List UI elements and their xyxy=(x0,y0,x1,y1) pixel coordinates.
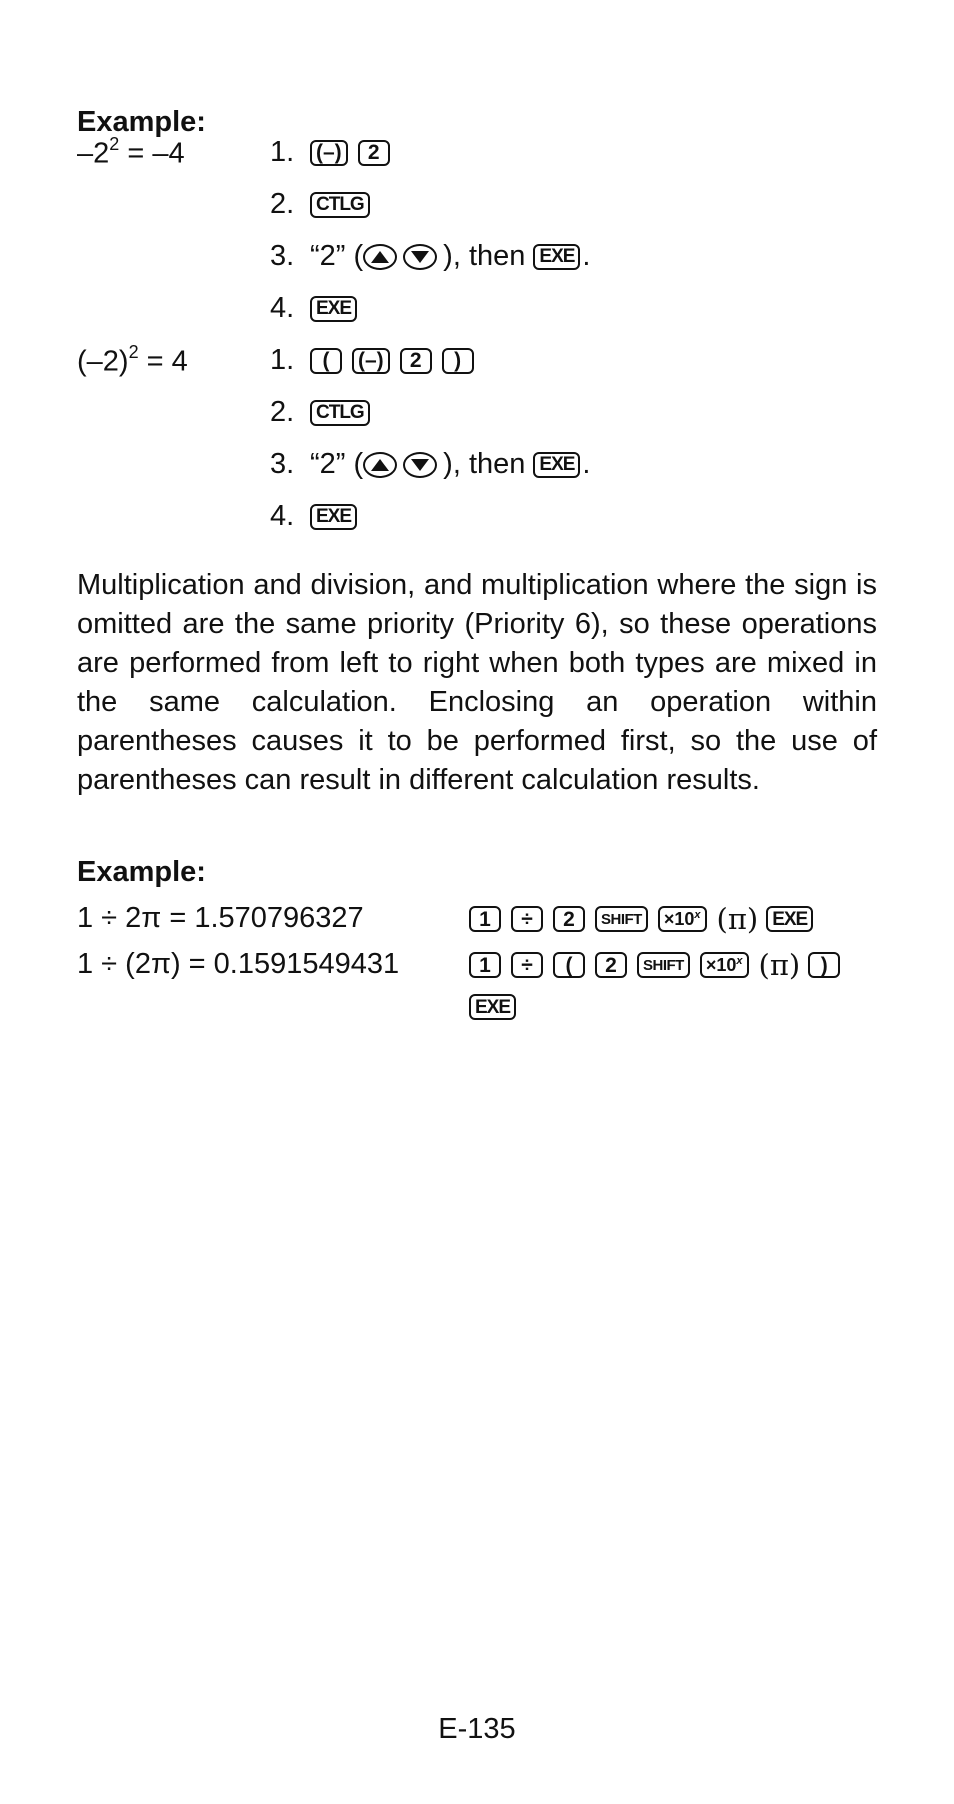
step-a-3 xyxy=(270,240,590,273)
two-key: 2 xyxy=(358,140,390,166)
equation-row-1: 1 ÷ 2π = 1.570796327 xyxy=(77,902,364,934)
step-a-4 xyxy=(270,292,367,325)
x10-key xyxy=(658,906,707,932)
exe-key: EXE xyxy=(310,296,357,322)
key-sequence-row-1 xyxy=(469,902,823,936)
pi-label: (π) xyxy=(758,948,801,982)
equation-label-a xyxy=(77,136,185,171)
step-number: 2. xyxy=(270,396,295,428)
example-heading-1: Example: xyxy=(77,106,206,138)
two-key: 2 xyxy=(595,952,627,978)
up-arrow-icon xyxy=(363,244,397,270)
one-key: 1 xyxy=(469,952,501,978)
step-number: 1. xyxy=(270,136,295,168)
up-arrow-icon xyxy=(363,452,397,478)
x10-exponent: x xyxy=(694,909,701,921)
step-period: . xyxy=(582,240,591,272)
exe-key: EXE xyxy=(469,994,516,1020)
label-b-base: (–2) xyxy=(77,345,129,378)
divide-key: ÷ xyxy=(511,906,543,932)
two-key: 2 xyxy=(400,348,432,374)
key-sequence-row-2-cont xyxy=(469,994,526,1020)
step-number: 3. xyxy=(270,448,295,480)
catalog-key: CTLG xyxy=(310,192,370,218)
one-key: 1 xyxy=(469,906,501,932)
step-b-3 xyxy=(270,448,590,481)
step-number: 3. xyxy=(270,240,295,272)
exe-key: EXE xyxy=(766,906,813,932)
open-paren-key: ( xyxy=(553,952,585,978)
label-b-result: = 4 xyxy=(138,345,188,378)
catalog-key: CTLG xyxy=(310,400,370,426)
step-number: 2. xyxy=(270,188,295,220)
exe-key: EXE xyxy=(533,244,580,270)
x10-base: ×10 xyxy=(663,909,695,929)
negative-key: (–) xyxy=(310,140,348,166)
shift-key: SHIFT xyxy=(637,952,690,978)
equation-row-2: 1 ÷ (2π) = 0.1591549431 xyxy=(77,948,400,980)
down-arrow-icon xyxy=(403,452,437,478)
step-text-after: ), then xyxy=(443,240,526,272)
exe-key: EXE xyxy=(533,452,580,478)
step-b-1 xyxy=(270,344,484,377)
step-period: . xyxy=(582,448,591,480)
down-arrow-icon xyxy=(403,244,437,270)
equation-label-b xyxy=(77,344,188,379)
two-key: 2 xyxy=(553,906,585,932)
divide-key: ÷ xyxy=(511,952,543,978)
step-a-2 xyxy=(270,188,380,221)
label-a-exponent: 2 xyxy=(109,134,120,154)
step-number: 4. xyxy=(270,292,295,324)
close-paren-key: ) xyxy=(808,952,840,978)
step-text-before: “2” ( xyxy=(310,240,364,272)
step-text-before: “2” ( xyxy=(310,448,364,480)
key-sequence-row-2 xyxy=(469,948,850,982)
page-number: E-135 xyxy=(438,1713,516,1745)
open-paren-key: ( xyxy=(310,348,342,374)
explanation-paragraph: Multiplication and division, and multiplication where the sign is omitted are the same priority (Priority 6), so these operations are performed from left to right when both types are mixed in the same calculation. Enclosing an operation within parentheses causes it to be performed first, so the use of parentheses can result in different calculation results. xyxy=(77,569,877,796)
step-number: 4. xyxy=(270,500,295,532)
shift-key: SHIFT xyxy=(595,906,648,932)
x10-key xyxy=(700,952,749,978)
label-a-base: –2 xyxy=(77,137,110,170)
step-a-1 xyxy=(270,136,400,169)
step-b-2 xyxy=(270,396,380,429)
exe-key: EXE xyxy=(310,504,357,530)
negative-key: (–) xyxy=(352,348,390,374)
x10-exponent: x xyxy=(736,955,743,967)
example-heading-2: Example: xyxy=(77,856,206,888)
x10-base: ×10 xyxy=(705,955,737,975)
step-number: 1. xyxy=(270,344,295,376)
close-paren-key: ) xyxy=(442,348,474,374)
step-b-4 xyxy=(270,500,367,533)
pi-label: (π) xyxy=(716,902,759,936)
step-text-after: ), then xyxy=(443,448,526,480)
label-a-result: = –4 xyxy=(119,137,185,170)
label-b-exponent: 2 xyxy=(128,342,139,362)
